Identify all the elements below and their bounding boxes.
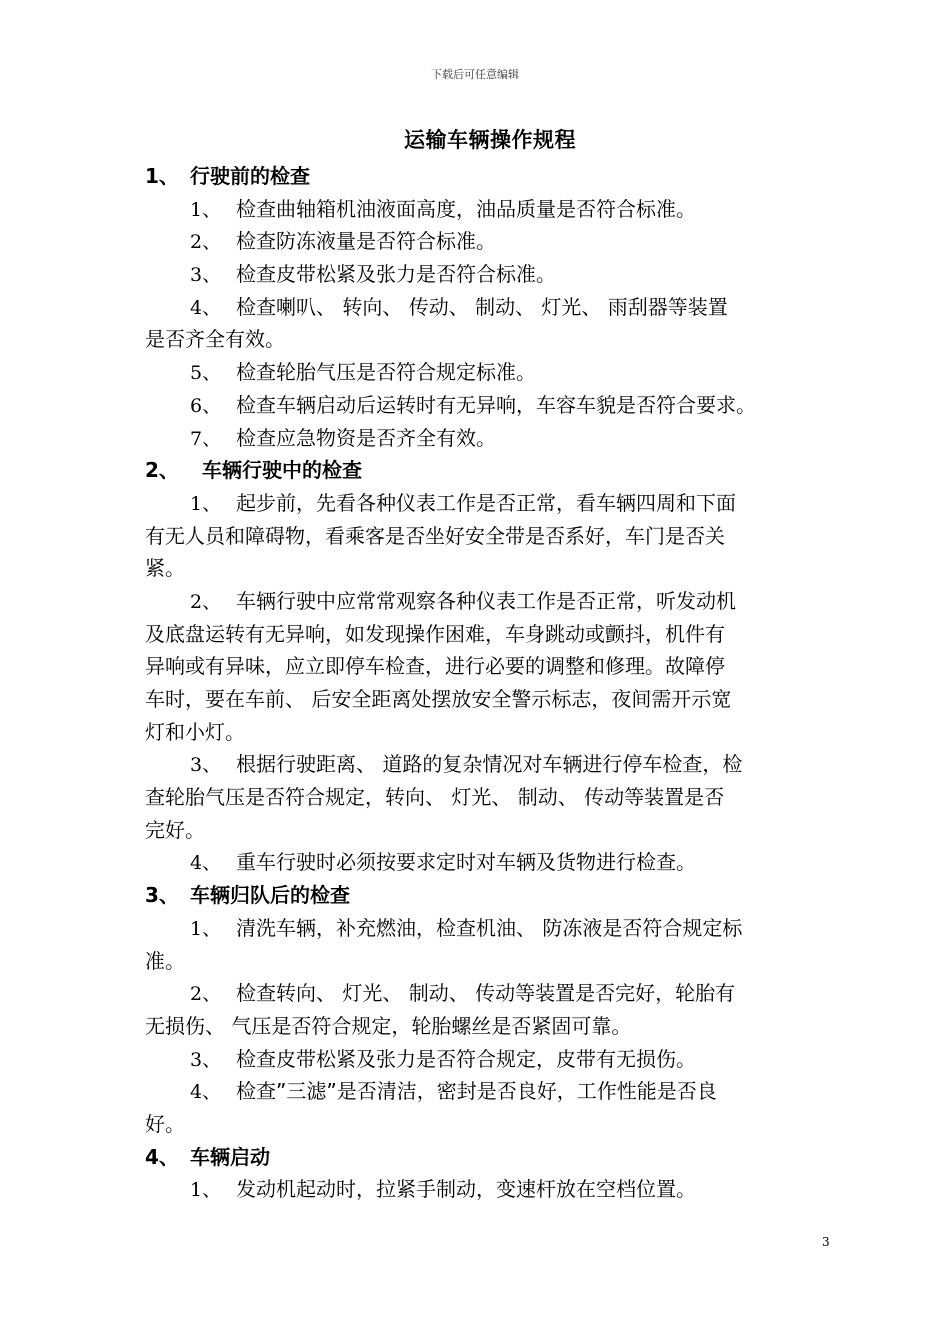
list-item-continuation: 有无人员和障碍物，看乘客是否坐好安全带是否系好，车门是否关 xyxy=(145,523,725,548)
item-number: 4、 xyxy=(190,296,222,319)
item-text: 检查防冻液量是否符合标准。 xyxy=(236,229,496,254)
item-text: 检查喇叭、 转向、 传动、 制动、 灯光、 雨刮器等装置 xyxy=(236,294,728,319)
list-item-continuation: 准。 xyxy=(145,948,185,973)
list-item xyxy=(145,977,830,1010)
list-item xyxy=(145,912,830,945)
item-number: 1、 xyxy=(190,1179,222,1202)
list-item xyxy=(145,1173,830,1206)
list-item xyxy=(145,356,830,389)
list-item-continuation: 是否齐全有效。 xyxy=(145,327,285,352)
item-text: 检查应急物资是否齐全有效。 xyxy=(236,425,496,450)
list-item xyxy=(145,422,830,455)
item-text: 发动机起动时，拉紧手制动，变速杆放在空档位置。 xyxy=(236,1177,696,1202)
section-heading xyxy=(145,454,830,487)
section-heading xyxy=(145,879,830,912)
list-item-continuation: 异响或有异味，应立即停车检查，进行必要的调整和修理。故障停 xyxy=(145,654,725,679)
document-body xyxy=(145,160,830,1206)
item-number: 2、 xyxy=(190,590,222,613)
item-number: 3、 xyxy=(190,754,222,777)
list-item xyxy=(145,389,830,422)
list-item xyxy=(145,1075,830,1108)
list-item-continuation: 无损伤、 气压是否符合规定，轮胎螺丝是否紧固可靠。 xyxy=(145,1013,632,1038)
section-number: 4、 xyxy=(145,1144,179,1169)
item-number: 4、 xyxy=(190,1081,222,1104)
list-item xyxy=(145,748,830,781)
list-item xyxy=(145,846,830,879)
item-number: 4、 xyxy=(190,852,222,875)
list-item xyxy=(145,225,830,258)
item-number: 5、 xyxy=(190,362,222,385)
item-text: 检查”三滤”是否清洁，密封是否良好，工作性能是否良 xyxy=(236,1079,717,1104)
item-number: 2、 xyxy=(190,983,222,1006)
item-text: 检查皮带松紧及张力是否符合规定，皮带有无损伤。 xyxy=(236,1046,696,1071)
section-heading xyxy=(145,1141,830,1174)
item-text: 根据行驶距离、 道路的复杂情况对车辆进行停车检查，检 xyxy=(236,752,743,777)
section-number: 3、 xyxy=(145,883,179,908)
page-number: 3 xyxy=(822,1235,830,1249)
item-number: 2、 xyxy=(190,231,222,254)
section-number: 1、 xyxy=(145,164,179,188)
item-text: 车辆行驶中应常常观察各种仪表工作是否正常，听发动机 xyxy=(236,588,736,613)
section-title: 车辆归队后的检查 xyxy=(190,883,350,908)
item-number: 1、 xyxy=(190,492,222,515)
section-title: 行驶前的检查 xyxy=(190,164,310,188)
section-title: 车辆启动 xyxy=(190,1144,270,1169)
item-text: 清洗车辆，补充燃油，检查机油、 防冻液是否符合规定标 xyxy=(236,915,743,940)
item-number: 1、 xyxy=(190,917,222,940)
list-item-continuation: 及底盘运转有无异响，如发现操作困难，车身跳动或颤抖，机件有 xyxy=(145,621,725,646)
section-number: 2、 xyxy=(145,458,179,483)
item-text: 检查曲轴箱机油液面高度，油品质量是否符合标准。 xyxy=(236,196,696,221)
item-text: 检查车辆启动后运转时有无异响，车容车貌是否符合要求。 xyxy=(236,392,756,417)
item-text: 检查转向、 灯光、 制动、 传动等装置是否完好，轮胎有 xyxy=(236,981,736,1006)
document-title: 运输车辆操作规程 xyxy=(404,128,576,152)
list-item xyxy=(145,487,830,520)
section-title: 车辆行驶中的检查 xyxy=(202,458,362,483)
item-text: 检查轮胎气压是否符合规定标准。 xyxy=(236,360,536,385)
item-number: 3、 xyxy=(190,1048,222,1071)
list-item xyxy=(145,193,830,226)
list-item xyxy=(145,1043,830,1076)
item-text: 起步前，先看各种仪表工作是否正常，看车辆四周和下面 xyxy=(236,490,736,515)
list-item-continuation: 查轮胎气压是否符合规定，转向、 灯光、 制动、 传动等装置是否 xyxy=(145,785,725,810)
list-item-continuation: 紧。 xyxy=(145,556,185,581)
item-number: 6、 xyxy=(190,394,222,417)
list-item xyxy=(145,585,830,618)
item-text: 重车行驶时必须按要求定时对车辆及货物进行检查。 xyxy=(236,850,696,875)
page-header-note: 下载后可任意编辑 xyxy=(431,68,519,81)
section-heading xyxy=(145,160,830,193)
list-item-continuation: 灯和小灯。 xyxy=(145,719,245,744)
item-number: 7、 xyxy=(190,427,222,450)
list-item-continuation: 车时，要在车前、 后安全距离处摆放安全警示标志，夜间需开示宽 xyxy=(145,687,732,711)
item-number: 3、 xyxy=(190,264,222,287)
list-item xyxy=(145,258,830,291)
item-number: 1、 xyxy=(190,198,222,221)
item-text: 检查皮带松紧及张力是否符合标准。 xyxy=(236,262,556,287)
list-item-continuation: 好。 xyxy=(145,1111,185,1136)
list-item xyxy=(145,291,830,324)
list-item-continuation: 完好。 xyxy=(145,817,205,842)
